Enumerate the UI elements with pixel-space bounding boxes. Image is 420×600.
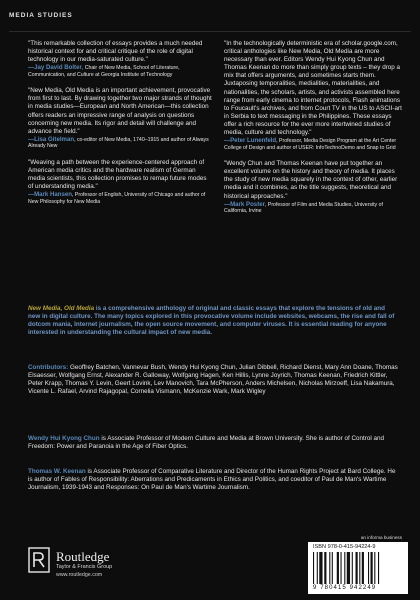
reviewer-affiliation: , Professor of Film and Media Studies, University of California, Irvine [224,201,383,215]
review-attribution [224,138,402,151]
contributors [28,364,398,396]
review [28,87,213,150]
barcode-bar [374,552,375,584]
reviewer-name: —Lisa Gitelman [28,135,75,143]
review [224,160,402,214]
informa-tag: an informa business [360,535,402,540]
reviewer-name: —Mark Hansen [28,191,73,199]
publisher-logo [28,547,168,577]
barcode-bar [378,552,379,584]
barcode-bars [313,552,403,584]
review-attribution [28,137,213,150]
barcode-bar [337,552,339,584]
reviewer-name: —Peter Lunenfeld [224,137,277,145]
barcode-digits: 9 780415 942249 [313,585,377,591]
barcode-bar [362,552,364,584]
barcode-bar [347,552,350,584]
publisher-name: Routledge [56,549,110,564]
barcode-bar [324,552,326,584]
editor-bio-text: is Associate Professor of Modern Culture and Media at Brown University. She is author of Control and Freedom: Power and Paranoia in the Age of Fiber Optics. [28,435,385,451]
barcode-bar [317,552,318,584]
review [224,40,402,151]
review-quote: "Weaving a path between the experience-centered approach of American media critics and the hardware realism of German media scientists, this collection promises to remap future modes of understanding media." [28,158,207,191]
barcode-box [308,542,408,594]
reviewer-affiliation: , Chair of New Media, School of Literature, Communication, and Culture at Georgia Institute of Technology [28,65,180,78]
description-text: is a comprehensive anthology of original and classic essays that explore the tensions of old and new in digital culture. The many topics explored in this provocative volume include websites, webcams, the rise and fall of dotcom mania, Internet journalism, the open source movement, and computer viruses. It is essential reading for anyone interested in understanding the cultural impact of new media. [28,305,395,337]
barcode-bar [313,552,314,584]
barcode-bar [329,552,330,584]
review-quote: "New Media, Old Media is an important achievement, provocative from first to last. By drawing together two major strands of thought in media studies—European and North American—this collection offers readers an impressive range of analysis on questions concerning new media. Its rigor and detail will challenge and advance the field." [28,87,212,135]
top-bar [0,0,420,34]
isbn-label: ISBN 978-0-415-94224-9 [313,544,376,550]
routledge-logo-icon [28,547,50,573]
barcode-area [308,535,408,594]
reviewer-affiliation: , Professor, Media Design Program at the Art Center College of Design and author of USER: InfoTechnoDemo and Snap to Grid [224,138,397,151]
editor-bio [28,468,398,492]
barcode-bar [332,552,333,584]
editor-name: Wendy Hui Kyong Chun [28,435,100,442]
publisher-group: Taylor & Francis Group [56,564,113,570]
review-attribution [28,65,213,78]
reviewer-affiliation: , Professor of English, University of Chicago and author of New Philosophy for New Media [28,192,206,205]
review-quote: "This remarkable collection of essays provides a much needed historical context for and critical critique of the role of digital technology in our media-saturated culture." [28,40,203,64]
barcode-bar [352,552,353,584]
reviewer-name: —Mark Poster [224,200,265,208]
barcode-bar [371,552,373,584]
review [28,159,213,205]
barcode-bar [359,552,360,584]
review-attribution [224,202,402,215]
barcode-bar [356,552,358,584]
editor-name: Thomas W. Keenan [28,468,86,475]
reviews-left-column [28,40,213,214]
editor-bio [28,435,398,451]
barcode-bar [344,552,345,584]
reviewer-affiliation: , co-editor of New Media, 1740–1915 and author of Always Already New [28,136,209,150]
reviews-right-column [224,40,402,224]
contributors-list: Geoffrey Batchen, Vannevar Bush, Wendy Hui Kyong Chun, Julian Dibbell, Richard Dienst, Mary Ann Doane, Thomas Elsaesser, Wolfgang Ernst, Alexander R. Galloway, Wolfgang Hagen, Ken Hillis, Lynne Joyrich, Thomas Keenan, Friedrich Kittler, Peter Krapp, Thomas Y. Levin, Geert Lovink, Lev Manovich, Tara McPherson, Anders Michelsen, Nicholas Mirzoeff, Lisa Nakamura, Vicente L. Rafael, Arvind Rajagopal, Cornelia Vismann, McKenzie Wark, Mark Wigley [28,364,398,396]
publisher-url: www.routledge.com [56,572,103,578]
book-title: New Media, Old Media [28,305,95,312]
divider [9,31,411,32]
editor-bio-text: is Associate Professor of Comparative Literature and Director of the Human Rights Project at Bard College. He is author of Fables of Responsibility: Aberrations and Predicaments in Ethics and Politics, and coeditor of Paul de Man's Wartime Journalism, 1939-1943 and Responses: On Paul de Man's Wartime Journalism. [28,468,396,492]
review [28,40,213,78]
barcode-bar [319,552,322,584]
review-quote: "In the technologically deterministic era of scholar.google.com, critical anthologies like New Media, Old Media are more necessary than ever. Editors Wendy Hui Kyong Chun and Thomas Keenan do more than simply group texts – they drop a mix that offers arguments, and sometimes starts them. Juxtaposing temporalities, medialities, materialities, and nationalities, the scholars, artists, and activists assembled here range from early cinema to internet protocols, Flash animations to Foucault's archives, and from Court TV in the US to ASCII-art in Serbia to text messaging in the Philippines. These essays offer a rich resource for the ever more intertwined studies of media, culture and technology." [224,40,402,137]
book-description [28,305,398,337]
series-label: MEDIA STUDIES [9,12,73,19]
barcode-bar [368,552,369,584]
review-quote: "Wendy Chun and Thomas Keenan have put together an excellent volume on the history and theory of media. It places the study of new media squarely in the context of other, earlier media and it combines, as the title suggests, theoretical and historical approaches." [224,160,398,200]
reviewer-name: —Jay David Bolter [28,64,82,72]
contributors-heading: Contributors: [28,364,69,371]
review-attribution [28,192,213,205]
barcode-bar [341,552,342,584]
